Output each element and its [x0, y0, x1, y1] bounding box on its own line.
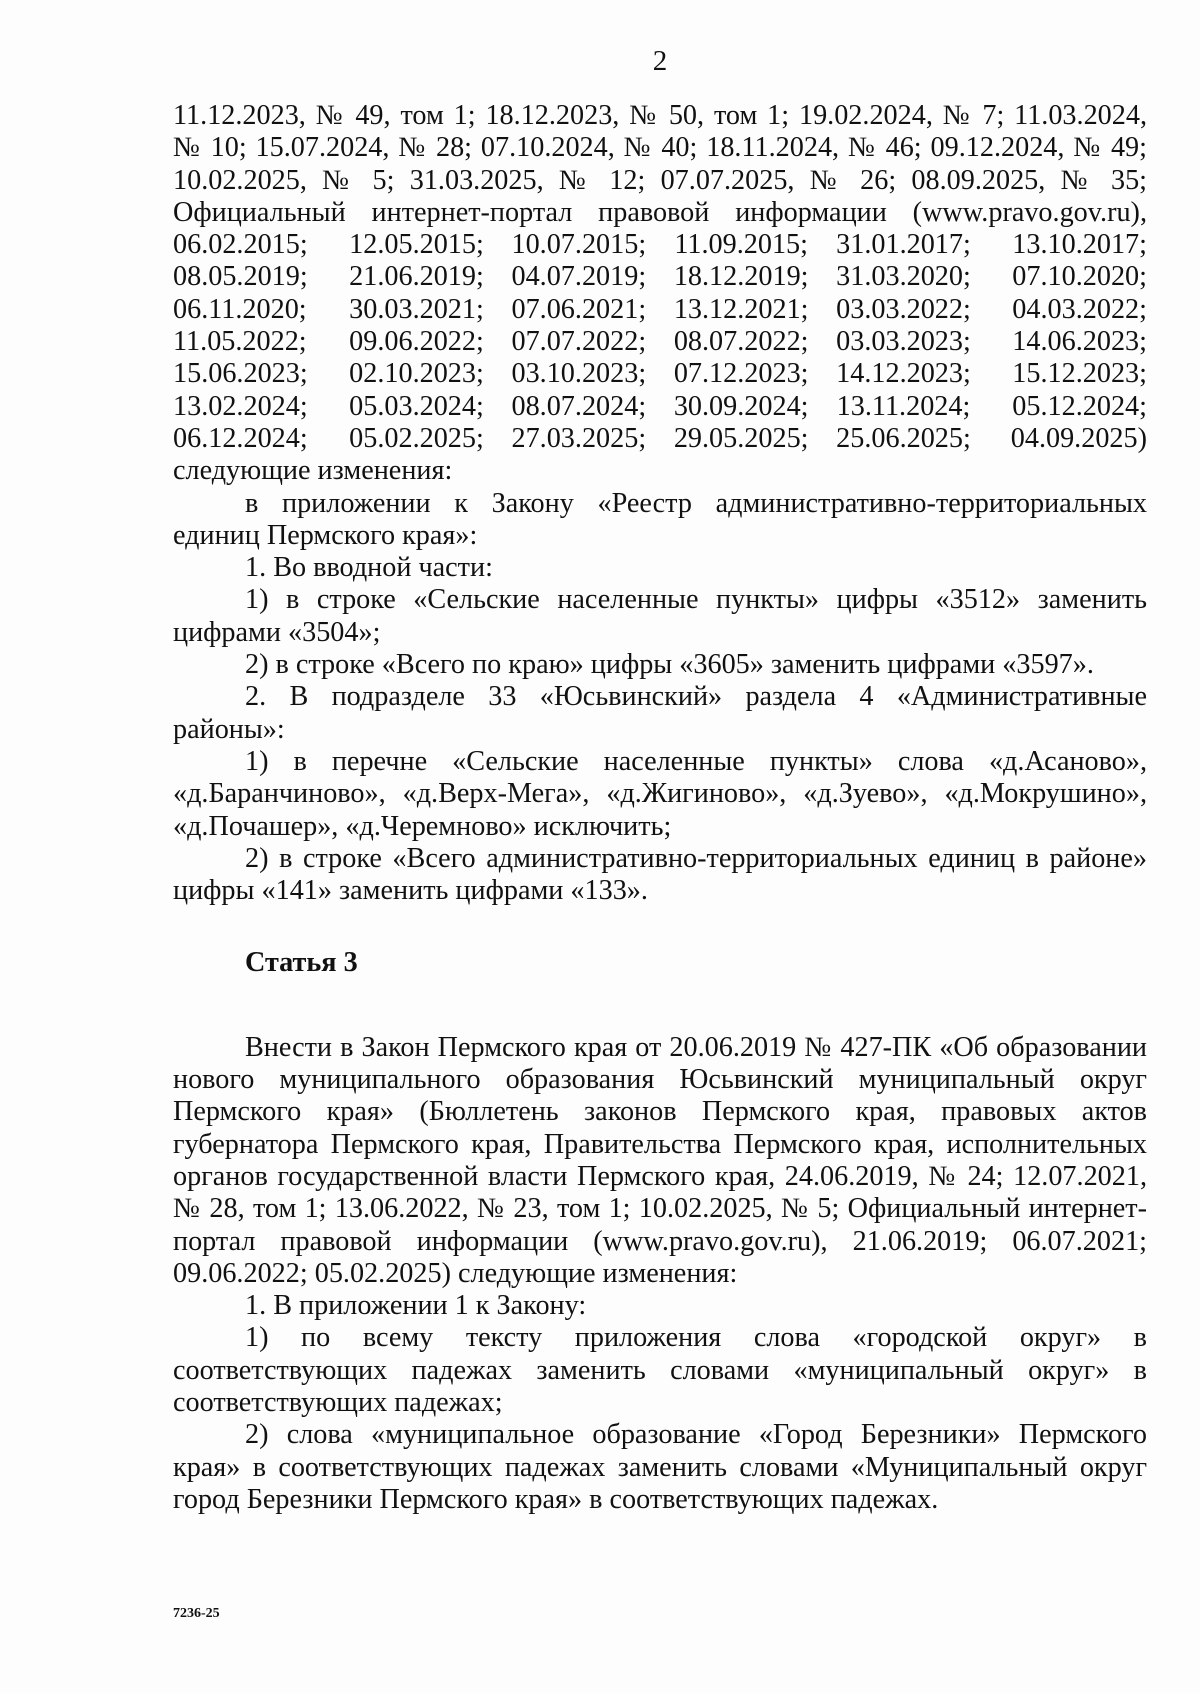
date-cell: 08.07.2024;: [511, 390, 647, 422]
date-cell: 06.02.2015;: [173, 229, 308, 261]
date-cell: 25.06.2025;: [836, 422, 971, 454]
date-cell: 31.03.2020;: [836, 261, 971, 293]
paragraph: 1. В приложении 1 к Закону:: [245, 1290, 587, 1322]
paragraph: 1. Во вводной части:: [245, 552, 493, 584]
date-cell: 03.03.2022;: [836, 293, 971, 325]
paragraph: 2. В подразделе 33 «Юсьвинский» раздела 4 «Административные районы»:: [173, 681, 1147, 745]
date-cell: 10.07.2015;: [511, 229, 647, 261]
document-code: 7236-25: [173, 1606, 220, 1621]
publication-dates-row: [173, 423, 1147, 455]
paragraph: 2) в строке «Всего административно-территориальных единиц в районе» цифры «141» заменить цифрами «133».: [173, 842, 1147, 907]
date-cell: 05.03.2024;: [349, 390, 484, 422]
date-cell: 30.03.2021;: [349, 293, 484, 325]
paragraph: 2) слова «муниципальное образование «Город Березники» Пермского края» в соответствующих падежах заменить словами «Муниципальный округ город Березники Пермского края» в соответствующих падежах.: [173, 1419, 1147, 1515]
date-cell: 02.10.2023;: [349, 358, 484, 390]
lead-line: № 10; 15.07.2024, № 28; 07.10.2024, № 40; 18.11.2024, № 46; 09.12.2024, № 49;: [173, 132, 1147, 164]
spacer: [173, 980, 1147, 1032]
date-cell: 13.12.2021;: [673, 293, 809, 325]
publication-dates-row: [173, 261, 1147, 293]
date-cell: 07.10.2020;: [1012, 261, 1147, 293]
date-cell: 12.05.2015;: [349, 229, 484, 261]
spacer: [173, 907, 1147, 947]
date-cell: 30.09.2024;: [673, 390, 809, 422]
date-cell: 04.07.2019;: [511, 261, 647, 293]
date-cell: 03.10.2023;: [511, 358, 647, 390]
date-cell: 29.05.2025;: [673, 422, 809, 454]
date-cell: 03.03.2023;: [836, 326, 971, 358]
document-body: [173, 100, 1147, 1516]
date-cell: 08.07.2022;: [673, 326, 809, 358]
date-cell: 05.02.2025;: [349, 422, 484, 454]
date-cell: 07.07.2022;: [511, 326, 647, 358]
paragraph: 1) в перечне «Сельские населенные пункты» слова «д.Асаново», «д.Баранчиново», «д.Верх-Мега», «д.Жигиново», «д.Зуево», «д.Мокрушино», «д.Почашер», «д.Черемново» исключить;: [173, 745, 1147, 842]
lead-line: 11.12.2023, № 49, том 1; 18.12.2023, № 50, том 1; 19.02.2024, № 7; 11.03.2024,: [173, 100, 1147, 131]
paragraph: Внести в Закон Пермского края от 20.06.2019 № 427-ПК «Об образовании нового муниципального образования Юсьвинский муниципальный округ Пермского края» (Бюллетень законов Пермского края, правовых актов губернатора Пермского края, Правительства Пермского края, исполнительных органов государственной власти Пермского края, 24.06.2019, № 24; 12.07.2021, № 28, том 1; 13.06.2022, № 23, том 1; 10.02.2025, № 5; Официальный интернет-портал правовой информации (www.pravo.gov.ru), 21.06.2019; 06.07.2021; 09.06.2022; 05.02.2025) следующие изменения:: [173, 1031, 1147, 1289]
date-cell: 13.11.2024;: [836, 390, 971, 422]
date-cell: 13.02.2024;: [173, 390, 308, 422]
date-cell: 14.12.2023;: [836, 358, 971, 390]
paragraph: следующие изменения:: [173, 455, 453, 487]
date-cell: 31.01.2017;: [836, 229, 971, 261]
publication-dates-row: [173, 229, 1147, 261]
date-cell: 11.09.2015;: [674, 229, 808, 261]
date-cell: 18.12.2019;: [673, 261, 809, 293]
date-cell: 27.03.2025;: [511, 422, 647, 454]
date-cell: 06.11.2020;: [173, 293, 307, 325]
date-cell: 04.09.2025): [1010, 422, 1147, 454]
date-cell: 09.06.2022;: [349, 326, 484, 358]
lead-line: 10.02.2025, № 5; 31.03.2025, № 12; 07.07.2025, № 26; 08.09.2025, № 35;: [173, 164, 1147, 196]
date-cell: 08.05.2019;: [173, 261, 308, 293]
date-cell: 11.05.2022;: [173, 326, 307, 358]
article-heading: Статья 3: [245, 947, 358, 979]
date-cell: 13.10.2017;: [1012, 229, 1147, 261]
date-cell: 07.12.2023;: [673, 358, 809, 390]
date-cell: 06.12.2024;: [173, 422, 308, 454]
paragraph: 1) в строке «Сельские населенные пункты» цифры «3512» заменить цифрами «3504»;: [173, 584, 1147, 648]
date-cell: 05.12.2024;: [1012, 390, 1147, 422]
paragraph: в приложении к Закону «Реестр административно-территориальных единиц Пермского края»:: [173, 487, 1147, 551]
date-cell: 07.06.2021;: [511, 293, 647, 325]
date-cell: 04.03.2022;: [1012, 293, 1147, 325]
date-cell: 15.06.2023;: [173, 358, 308, 390]
page-number: 2: [652, 45, 668, 77]
date-cell: 14.06.2023;: [1012, 326, 1147, 358]
paragraph: 2) в строке «Всего по краю» цифры «3605» заменить цифрами «3597».: [245, 649, 1094, 681]
publication-dates-row: [173, 358, 1147, 390]
lead-line: Официальный интернет-портал правовой информации (www.pravo.gov.ru),: [173, 196, 1147, 228]
date-cell: 15.12.2023;: [1012, 358, 1147, 390]
publication-dates-row: [173, 391, 1147, 423]
publication-dates-row: [173, 294, 1147, 326]
publication-dates-row: [173, 326, 1147, 358]
date-cell: 21.06.2019;: [349, 261, 484, 293]
paragraph: 1) по всему тексту приложения слова «городской округ» в соответствующих падежах заменить словами «муниципальный округ» в соответствующих падежах;: [173, 1322, 1147, 1418]
